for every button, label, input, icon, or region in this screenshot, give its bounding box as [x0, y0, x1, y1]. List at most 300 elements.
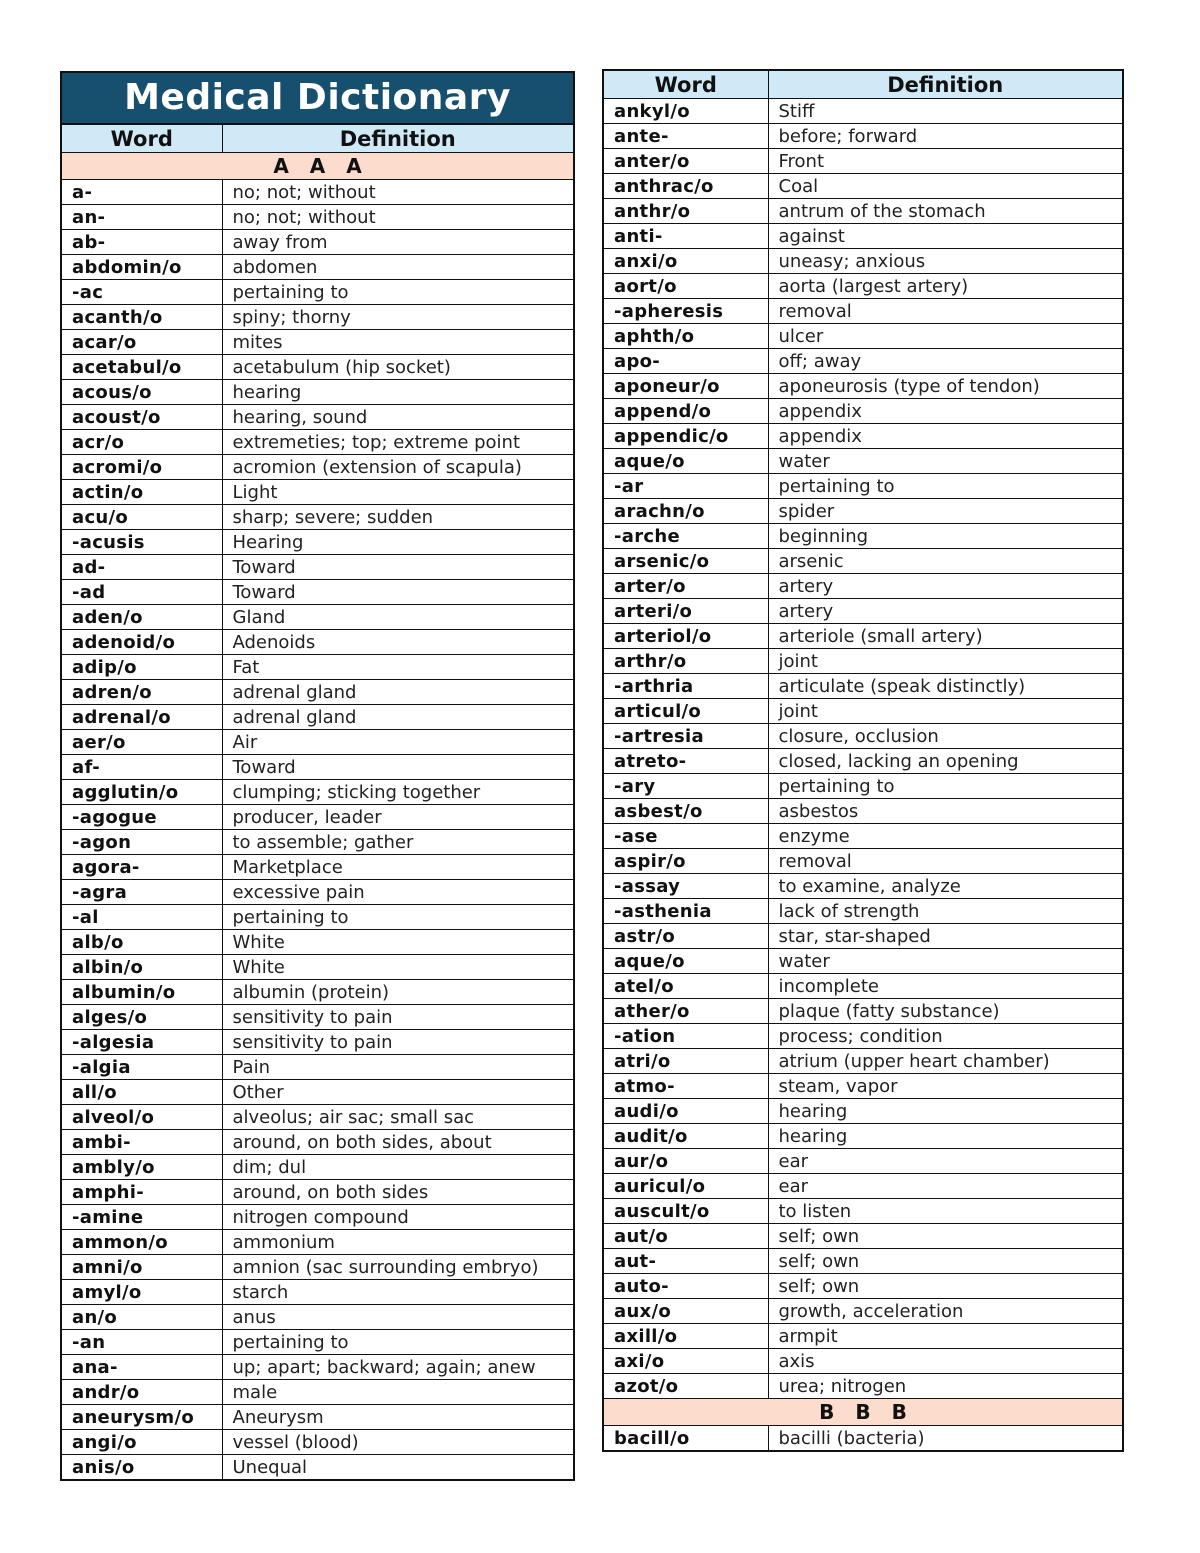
definition-cell: Marketplace [222, 855, 573, 880]
definition-cell: self; own [768, 1274, 1122, 1299]
definition-cell: urea; nitrogen [768, 1374, 1122, 1399]
section-header-b [604, 1399, 1122, 1426]
definition-cell: adrenal gland [222, 680, 573, 705]
definition-cell: abdomen [222, 255, 573, 280]
table-row [604, 1074, 1122, 1099]
definition-cell: articulate (speak distinctly) [768, 674, 1122, 699]
word-cell: auscult/o [604, 1199, 768, 1224]
table-row [604, 1099, 1122, 1124]
definition-cell: up; apart; backward; again; anew [222, 1355, 573, 1380]
table-row [62, 555, 573, 580]
word-cell: articul/o [604, 699, 768, 724]
definition-cell: uneasy; anxious [768, 249, 1122, 274]
right-header-row [604, 71, 1122, 99]
definition-cell: Toward [222, 580, 573, 605]
word-cell: aut/o [604, 1224, 768, 1249]
table-row [604, 349, 1122, 374]
table-row [604, 524, 1122, 549]
definition-cell: incomplete [768, 974, 1122, 999]
table-row [62, 1055, 573, 1080]
table-row [604, 1174, 1122, 1199]
definition-cell: albumin (protein) [222, 980, 573, 1005]
table-row [62, 1330, 573, 1355]
table-row [62, 955, 573, 980]
table-row [62, 1305, 573, 1330]
right-dictionary-table [604, 71, 1122, 1450]
table-row [604, 849, 1122, 874]
table-row [604, 749, 1122, 774]
table-row [604, 1299, 1122, 1324]
word-cell: arteri/o [604, 599, 768, 624]
table-row [62, 755, 573, 780]
word-cell: amni/o [62, 1255, 222, 1280]
table-row [62, 1080, 573, 1105]
right-dictionary-panel [602, 69, 1124, 1452]
word-cell: aque/o [604, 949, 768, 974]
word-cell: ad- [62, 555, 222, 580]
table-row [604, 224, 1122, 249]
word-cell: acanth/o [62, 305, 222, 330]
definition-cell: alveolus; air sac; small sac [222, 1105, 573, 1130]
definition-cell: artery [768, 574, 1122, 599]
definition-cell: against [768, 224, 1122, 249]
definition-cell: atrium (upper heart chamber) [768, 1049, 1122, 1074]
definition-cell: appendix [768, 424, 1122, 449]
table-row [604, 824, 1122, 849]
table-row [62, 1005, 573, 1030]
definition-cell: White [222, 955, 573, 980]
definition-cell: away from [222, 230, 573, 255]
definition-cell: aorta (largest artery) [768, 274, 1122, 299]
table-row [62, 905, 573, 930]
definition-cell: artery [768, 599, 1122, 624]
table-row [604, 324, 1122, 349]
word-cell: -ar [604, 474, 768, 499]
definition-cell: off; away [768, 349, 1122, 374]
table-row [62, 430, 573, 455]
table-row [62, 1355, 573, 1380]
word-cell: alb/o [62, 930, 222, 955]
word-cell: ana- [62, 1355, 222, 1380]
definition-cell: starch [222, 1280, 573, 1305]
word-cell: -algesia [62, 1030, 222, 1055]
table-row [62, 205, 573, 230]
word-cell: abdomin/o [62, 255, 222, 280]
definition-cell: producer, leader [222, 805, 573, 830]
definition-cell: pertaining to [222, 280, 573, 305]
word-cell: anter/o [604, 149, 768, 174]
definition-cell: to listen [768, 1199, 1122, 1224]
definition-cell: ear [768, 1174, 1122, 1199]
definition-cell: male [222, 1380, 573, 1405]
word-cell: acu/o [62, 505, 222, 530]
word-cell: ante- [604, 124, 768, 149]
table-row [604, 299, 1122, 324]
definition-cell: armpit [768, 1324, 1122, 1349]
word-cell: appendic/o [604, 424, 768, 449]
word-cell: -ac [62, 280, 222, 305]
definition-cell: vessel (blood) [222, 1430, 573, 1455]
table-row [62, 580, 573, 605]
word-cell: -agra [62, 880, 222, 905]
table-row [604, 249, 1122, 274]
definition-cell: Toward [222, 755, 573, 780]
definition-cell: pertaining to [222, 1330, 573, 1355]
table-row [604, 724, 1122, 749]
table-row [604, 924, 1122, 949]
definition-cell: to examine, analyze [768, 874, 1122, 899]
word-cell: ankyl/o [604, 99, 768, 124]
definition-cell: pertaining to [768, 474, 1122, 499]
table-row [604, 274, 1122, 299]
section-header-a [62, 153, 573, 180]
word-cell: adren/o [62, 680, 222, 705]
word-cell: -artresia [604, 724, 768, 749]
definition-cell: extremeties; top; extreme point [222, 430, 573, 455]
definition-cell: Pain [222, 1055, 573, 1080]
table-row [62, 180, 573, 205]
word-cell: atel/o [604, 974, 768, 999]
table-row [62, 405, 573, 430]
word-cell: agglutin/o [62, 780, 222, 805]
table-row [604, 124, 1122, 149]
table-row [604, 949, 1122, 974]
word-cell: aut- [604, 1249, 768, 1274]
definition-cell: Front [768, 149, 1122, 174]
word-cell: apo- [604, 349, 768, 374]
word-column-header: Word [62, 125, 222, 153]
word-cell: arteriol/o [604, 624, 768, 649]
word-cell: append/o [604, 399, 768, 424]
table-row [604, 1274, 1122, 1299]
table-row [62, 1155, 573, 1180]
table-row [62, 880, 573, 905]
word-cell: amyl/o [62, 1280, 222, 1305]
definition-cell: Aneurysm [222, 1405, 573, 1430]
definition-cell: around, on both sides, about [222, 1130, 573, 1155]
definition-cell: Hearing [222, 530, 573, 555]
definition-cell: growth, acceleration [768, 1299, 1122, 1324]
left-dictionary-panel [60, 71, 575, 1481]
definition-cell: plaque (fatty substance) [768, 999, 1122, 1024]
definition-cell: joint [768, 699, 1122, 724]
word-cell: albumin/o [62, 980, 222, 1005]
definition-cell: Unequal [232, 1456, 308, 1478]
table-row [604, 1224, 1122, 1249]
table-row [604, 1349, 1122, 1374]
definition-cell: Other [222, 1080, 573, 1105]
definition-cell: mites [222, 330, 573, 355]
word-cell: acr/o [62, 430, 222, 455]
table-row [62, 1405, 573, 1430]
definition-cell: acromion (extension of scapula) [222, 455, 573, 480]
table-row [604, 174, 1122, 199]
word-cell: audi/o [604, 1099, 768, 1124]
definition-cell: excessive pain [222, 880, 573, 905]
table-row [62, 355, 573, 380]
word-cell: bacill/o [604, 1426, 768, 1451]
table-row [604, 1324, 1122, 1349]
word-cell: acetabul/o [62, 355, 222, 380]
definition-cell: ammonium [222, 1230, 573, 1255]
table-row [604, 699, 1122, 724]
table-row [604, 599, 1122, 624]
table-row [604, 799, 1122, 824]
word-cell: -assay [604, 874, 768, 899]
table-row [62, 980, 573, 1005]
word-cell: acromi/o [62, 455, 222, 480]
definition-cell: Fat [222, 655, 573, 680]
word-cell: atmo- [604, 1074, 768, 1099]
table-row [604, 674, 1122, 699]
definition-cell: arteriole (small artery) [768, 624, 1122, 649]
word-cell: arachn/o [604, 499, 768, 524]
definition-cell: Toward [222, 555, 573, 580]
word-cell: aponeur/o [604, 374, 768, 399]
definition-cell: adrenal gland [222, 705, 573, 730]
definition-cell: closure, occlusion [768, 724, 1122, 749]
definition-cell: removal [768, 849, 1122, 874]
table-row [62, 680, 573, 705]
word-cell: -agogue [62, 805, 222, 830]
word-cell: -asthenia [604, 899, 768, 924]
table-row [62, 1205, 573, 1230]
definition-cell: around, on both sides [222, 1180, 573, 1205]
table-row [62, 705, 573, 730]
definition-cell: beginning [768, 524, 1122, 549]
definition-cell: acetabulum (hip socket) [222, 355, 573, 380]
word-cell: -agon [62, 830, 222, 855]
table-row [604, 399, 1122, 424]
word-cell: anthr/o [604, 199, 768, 224]
definition-cell: amnion (sac surrounding embryo) [222, 1255, 573, 1280]
definition-cell: sharp; severe; sudden [222, 505, 573, 530]
definition-cell: White [222, 930, 573, 955]
word-cell: axill/o [604, 1324, 768, 1349]
word-cell: aque/o [604, 449, 768, 474]
word-cell: ambly/o [62, 1155, 222, 1180]
table-row [62, 455, 573, 480]
table-row [604, 1049, 1122, 1074]
definition-cell: pertaining to [222, 905, 573, 930]
definition-cell: lack of strength [768, 899, 1122, 924]
table-row [62, 305, 573, 330]
definition-cell: anus [222, 1305, 573, 1330]
word-cell: ambi- [62, 1130, 222, 1155]
table-row [62, 1105, 573, 1130]
word-cell: axi/o [604, 1349, 768, 1374]
definition-cell: axis [768, 1349, 1122, 1374]
table-row [62, 505, 573, 530]
definition-cell: antrum of the stomach [768, 199, 1122, 224]
definition-cell: hearing [768, 1124, 1122, 1149]
word-cell: -ary [604, 774, 768, 799]
table-row [62, 1380, 573, 1405]
word-cell: albin/o [62, 955, 222, 980]
definition-cell: ear [768, 1149, 1122, 1174]
definition-cell: nitrogen compound [222, 1205, 573, 1230]
word-column-header: Word [604, 71, 768, 99]
definition-cell: no; not; without [222, 205, 573, 230]
word-cell: azot/o [604, 1374, 768, 1399]
word-cell: andr/o [62, 1380, 222, 1405]
definition-cell: aponeurosis (type of tendon) [768, 374, 1122, 399]
definition-cell: before; forward [768, 124, 1122, 149]
word-cell: af- [62, 755, 222, 780]
definition-column-header: Definition [768, 71, 1122, 99]
word-cell: -ation [604, 1024, 768, 1049]
table-row [604, 999, 1122, 1024]
word-cell: acous/o [62, 380, 222, 405]
table-row [62, 1280, 573, 1305]
word-cell: adip/o [62, 655, 222, 680]
definition-cell: clumping; sticking together [222, 780, 573, 805]
table-row [604, 774, 1122, 799]
definition-cell: water [768, 449, 1122, 474]
definition-cell: removal [768, 299, 1122, 324]
table-row [604, 1149, 1122, 1174]
definition-cell: spiny; thorny [222, 305, 573, 330]
definition-cell: process; condition [768, 1024, 1122, 1049]
word-cell: aur/o [604, 1149, 768, 1174]
word-cell: aspir/o [604, 849, 768, 874]
definition-cell: joint [768, 649, 1122, 674]
definition-cell: Light [222, 480, 573, 505]
table-row [62, 1180, 573, 1205]
definition-cell: enzyme [768, 824, 1122, 849]
table-row [604, 874, 1122, 899]
word-cell: anthrac/o [604, 174, 768, 199]
word-cell: all/o [62, 1080, 222, 1105]
definition-cell: pertaining to [768, 774, 1122, 799]
table-row [62, 330, 573, 355]
word-cell: amphi- [62, 1180, 222, 1205]
word-cell: -ad [62, 580, 222, 605]
table-row [62, 730, 573, 755]
definition-cell: hearing, sound [222, 405, 573, 430]
word-cell: aort/o [604, 274, 768, 299]
word-cell: -an [62, 1330, 222, 1355]
table-row [604, 1024, 1122, 1049]
definition-cell: appendix [768, 399, 1122, 424]
definition-cell: hearing [768, 1099, 1122, 1124]
word-cell: arter/o [604, 574, 768, 599]
definition-cell: sensitivity to pain [222, 1005, 573, 1030]
word-cell: aphth/o [604, 324, 768, 349]
word-cell: adrenal/o [62, 705, 222, 730]
word-cell: a- [62, 180, 222, 205]
word-cell: aden/o [62, 605, 222, 630]
word-cell: anxi/o [604, 249, 768, 274]
word-cell: alveol/o [62, 1105, 222, 1130]
word-cell: -arthria [604, 674, 768, 699]
word-cell: -amine [62, 1205, 222, 1230]
definition-cell: dim; dul [222, 1155, 573, 1180]
word-cell: aux/o [604, 1299, 768, 1324]
word-cell: audit/o [604, 1124, 768, 1149]
table-row [62, 830, 573, 855]
word-cell: -al [62, 905, 222, 930]
table-row [604, 99, 1122, 124]
table-row [62, 1255, 573, 1280]
word-cell: atreto- [604, 749, 768, 774]
definition-cell: ulcer [768, 324, 1122, 349]
word-cell: -acusis [62, 530, 222, 555]
definition-cell: water [768, 949, 1122, 974]
table-row [62, 655, 573, 680]
table-row [62, 530, 573, 555]
definition-cell: spider [768, 499, 1122, 524]
table-row [604, 974, 1122, 999]
table-row [62, 1230, 573, 1255]
definition-cell: asbestos [768, 799, 1122, 824]
table-row [604, 649, 1122, 674]
word-cell: -arche [604, 524, 768, 549]
table-row [62, 1030, 573, 1055]
word-cell: actin/o [62, 480, 222, 505]
word-cell: alges/o [62, 1005, 222, 1030]
definition-cell: self; own [768, 1249, 1122, 1274]
table-row [62, 480, 573, 505]
word-cell: acar/o [62, 330, 222, 355]
table-row [62, 930, 573, 955]
word-cell: arthr/o [604, 649, 768, 674]
word-cell: arsenic/o [604, 549, 768, 574]
word-cell: ammon/o [62, 1230, 222, 1255]
table-row [604, 1426, 1122, 1451]
definition-cell: Stiff [768, 99, 1122, 124]
table-row [604, 624, 1122, 649]
table-row [62, 605, 573, 630]
table-row [62, 780, 573, 805]
table-row [604, 199, 1122, 224]
word-cell: -apheresis [604, 299, 768, 324]
word-cell: -algia [62, 1055, 222, 1080]
table-row [62, 1455, 573, 1480]
table-row [604, 1374, 1122, 1399]
table-row [62, 1130, 573, 1155]
definition-cell: closed, lacking an opening [768, 749, 1122, 774]
definition-cell: no; not; without [222, 180, 573, 205]
definition-cell: arsenic [768, 549, 1122, 574]
word-cell: asbest/o [604, 799, 768, 824]
table-row [604, 374, 1122, 399]
definition-column-header: Definition [222, 125, 573, 153]
word-cell: aneurysm/o [62, 1405, 222, 1430]
word-cell: astr/o [604, 924, 768, 949]
table-row [62, 230, 573, 255]
definition-cell: bacilli (bacteria) [778, 1427, 925, 1449]
word-cell: adenoid/o [62, 630, 222, 655]
table-row [604, 1124, 1122, 1149]
table-row [62, 805, 573, 830]
word-cell: anti- [604, 224, 768, 249]
word-cell: an/o [62, 1305, 222, 1330]
table-row [62, 280, 573, 305]
definition-cell: to assemble; gather [222, 830, 573, 855]
table-row [604, 1249, 1122, 1274]
definition-cell: hearing [222, 380, 573, 405]
table-row [62, 255, 573, 280]
section-letter-a: A A A [62, 153, 573, 180]
definition-cell: Coal [768, 174, 1122, 199]
definition-cell: Air [222, 730, 573, 755]
word-cell: ab- [62, 230, 222, 255]
table-row [604, 899, 1122, 924]
definition-cell: sensitivity to pain [222, 1030, 573, 1055]
definition-cell: Gland [222, 605, 573, 630]
table-row [62, 630, 573, 655]
